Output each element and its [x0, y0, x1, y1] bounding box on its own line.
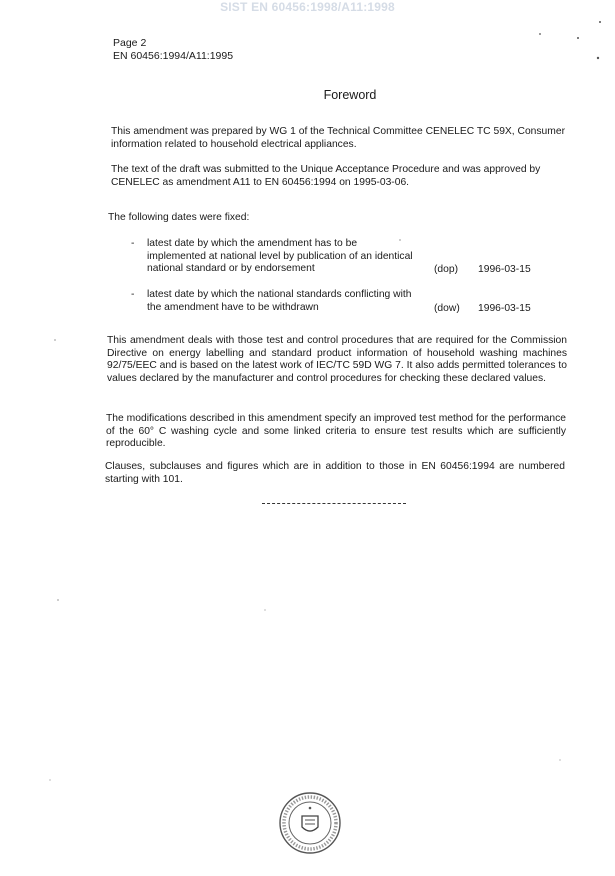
paragraph-dates-intro: The following dates were fixed: — [108, 212, 250, 223]
date-value: 1996-03-15 — [478, 303, 531, 314]
paragraph-approval: The text of the draft was submitted to the Unique Acceptance Procedure and was approved by CENELEC as amendment A11 to EN 60456:1994 on 1995-03-06. — [111, 164, 541, 188]
watermark-title: SIST EN 60456:1998/A11:1998 — [220, 0, 395, 14]
date-code: (dop) — [434, 264, 459, 275]
paragraph-modifications: The modifications described in this amendment specify an improved test method for the performance of the 60° C washing cycle and some linked criteria to ensure test results which are sufficiently reproducible. — [106, 413, 566, 449]
date-description: latest date by which the national standards conflicting with the amendment have to be withdrawn — [147, 289, 412, 313]
standard-reference: EN 60456:1994/A11:1995 — [113, 50, 234, 62]
paragraph-scope: This amendment deals with those test and control procedures that are required for the Commission Directive on energy labelling and standard product information of household washing machines 92/75/EEC and is based on the latest work of IEC/TC 59D WG 7. It also adds permitted tolerances to values declared by the manufacturer and control procedures for checking these declared values. — [107, 335, 567, 384]
page-number: Page 2 — [113, 37, 147, 49]
date-value: 1996-03-15 — [478, 264, 531, 275]
page-title: Foreword — [323, 88, 377, 102]
official-seal-stamp-icon — [278, 791, 342, 855]
date-code: (dow) — [434, 303, 460, 314]
paragraph-numbering: Clauses, subclauses and figures which are in addition to those in EN 60456:1994 are numbered starting with 101. — [105, 461, 565, 485]
bullet-dash: - — [131, 238, 135, 249]
date-description: latest date by which the amendment has to be implemented at national level by publication of an identical national standard or by endorsement — [147, 238, 413, 274]
bullet-dash: - — [131, 289, 135, 300]
paragraph-prepared-by: This amendment was prepared by WG 1 of the Technical Committee CENELEC TC 59X, Consumer information related to household electrical appliances. — [111, 126, 566, 150]
